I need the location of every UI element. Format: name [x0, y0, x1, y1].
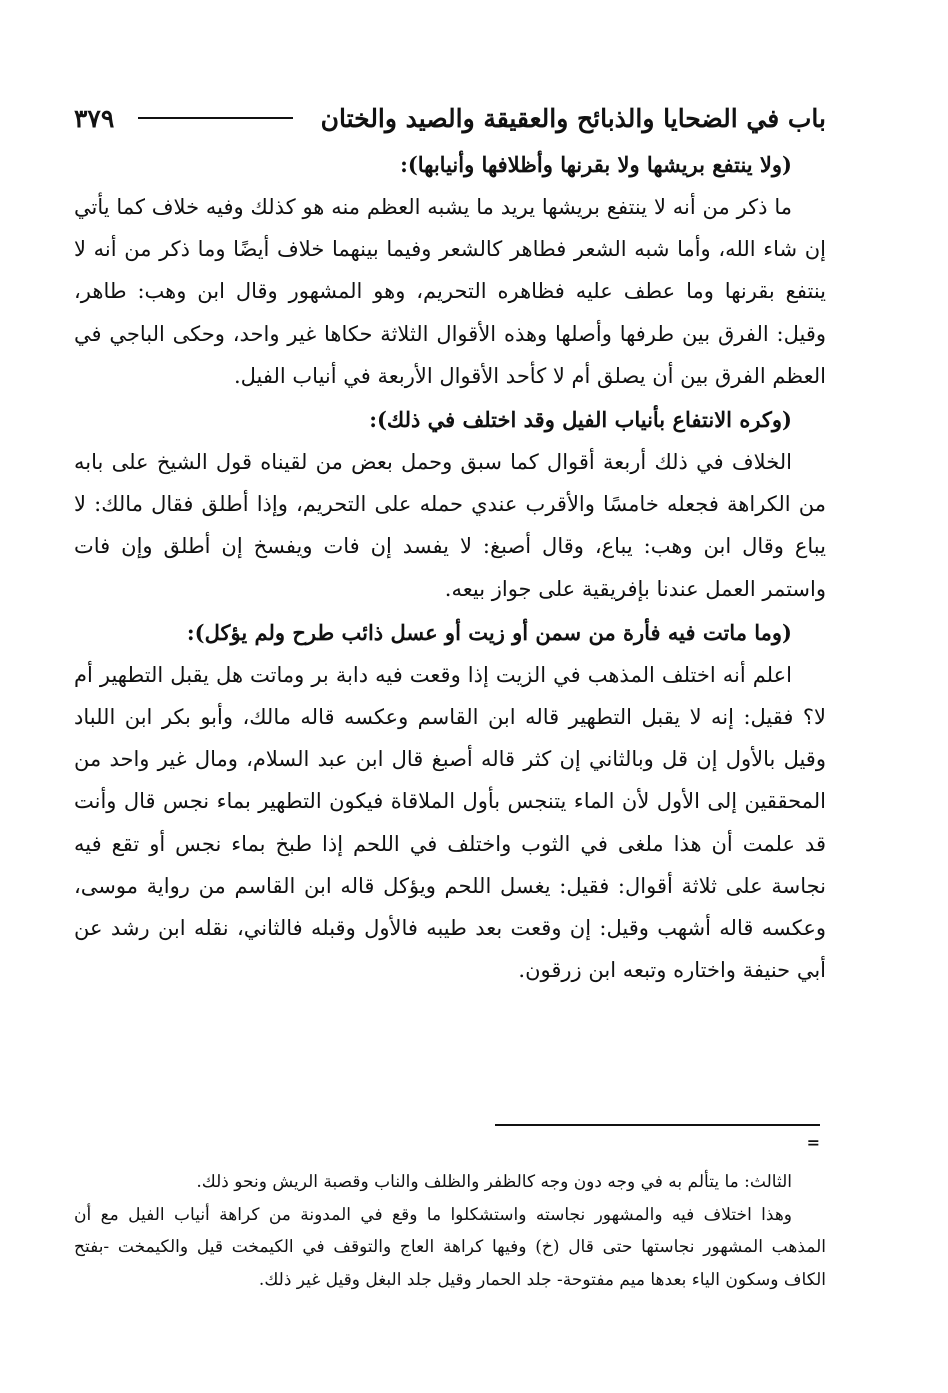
footnote-continuation-mark: = [806, 1133, 820, 1152]
footnote-line: الثالث: ما يتألم به في وجه دون وجه كالظفر والظلف والناب وقصبة الريش ونحو ذلك. [196, 1172, 792, 1192]
running-header [74, 98, 826, 138]
section-heading: (ولا ينتفع بريشها ولا بقرنها وأظلافها وأنيابها): [400, 152, 792, 177]
main-text [74, 144, 826, 991]
chapter-title: باب في الضحايا والذبائح والعقيقة والصيد والختان [320, 103, 826, 133]
section-paragraph: اعلم أنه اختلف المذهب في الزيت إذا وقعت فيه دابة بر وماتت هل يقبل التطهير أم لا؟ فقيل: إنه لا يقبل التطهير قاله ابن القاسم وعكسه قاله مالك، وأبو بكر ابن اللباد وقيل بالأول إن قل وبالثاني إن كثر قاله أصبغ قال ابن عبد السلام، ومال غير واحد من المحققين إلى الأول لأن الماء يتنجس بأول الملاقاة فيكون التطهير بماء نجس قال وأنت قد علمت أن هذا ملغى في الثوب واختلف في اللحم إذا طبخ بماء نجس أو تقع فيه نجاسة على ثلاثة أقوال: فقيل: يغسل اللحم ويؤكل قاله ابن القاسم من رواية موسى، وعكسه قاله أشهب وقيل: إن وقعت بعد طيبه فالأول وقبله فالثاني، نقله ابن رشد عن أبي حنيفة واختاره وتبعه ابن زرقون. [74, 662, 826, 983]
section-paragraph: ما ذكر من أنه لا ينتفع بريشها يريد ما يشبه العظم منه هو كذلك وفيه خلاف كما يأتي إن شاء الله، وأما شبه الشعر فطاهر كالشعر وفيما بينهما خلاف أيضًا وما ذكر من أنه لا ينتفع بقرنها وما عطف عليه فظاهره التحريم، وهو المشهور وقال ابن وهب: طاهر، وقيل: الفرق بين طرفها وأصلها وهذه الأقوال الثلاثة حكاها غير واحد، وحكى الباجي في العظم الفرق بين أن يصلق أم لا كأحد الأقوال الأربعة في أنياب الفيل. [74, 195, 826, 388]
page-number: ٣٧٩ [74, 103, 115, 133]
header-divider [138, 117, 292, 119]
footnote-line: وهذا اختلاف فيه والمشهور نجاسته واستشكلوا ما وقع في المدونة من كراهة أنياب الفيل مع أن المذهب المشهور نجاستها حتى قال (خ) وفيها كراهة العاج والتوقف في الكيمخت قيل والكيمخت -بفتح الكاف وسكون الياء بعدها ميم مفتوحة- جلد الحمار وقيل جلد البغل وقيل غير ذلك. [74, 1204, 826, 1290]
section-heading: (وما ماتت فيه فأرة من سمن أو زيت أو عسل ذائب طرح ولم يؤكل): [186, 619, 792, 645]
section-paragraph: الخلاف في ذلك أربعة أقوال كما سبق وحمل بعض من لقيناه قول الشيخ على بابه من الكراهة فجعله خامسًا والأقرب عندي حمله على التحريم، وإذا أطلق فقال مالك: لا يباع وقال ابن وهب: يباع، وقال أصبغ: لا يفسد إن فات ويفسخ إن أطلق وإن فات واستمر العمل عندنا بإفريقية على جواز بيعه. [74, 450, 826, 601]
footnotes [74, 1166, 826, 1296]
section-heading: (وكره الانتفاع بأنياب الفيل وقد اختلف في ذلك): [369, 407, 792, 433]
footnote-separator [495, 1124, 820, 1126]
